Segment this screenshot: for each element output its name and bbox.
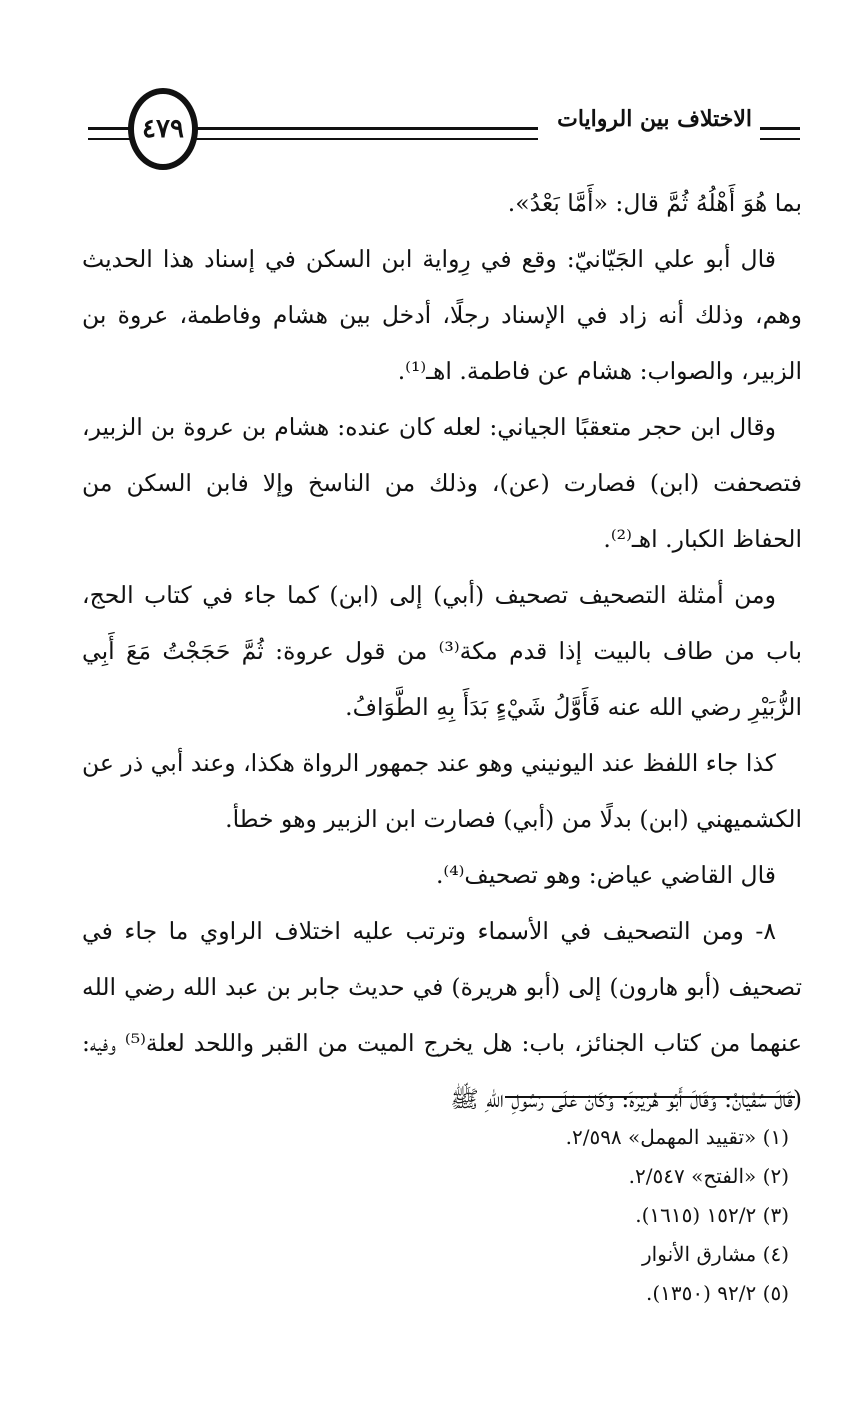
header-rule-right [760,127,800,140]
footnotes [89,1118,789,1313]
footnote: (٤) مشارق الأنوار [642,1242,789,1266]
paragraph: ٨- ومن التصحيف في الأسماء وترتب عليه اختلاف الراوي ما جاء في تصحيف (أبو هارون) إلى (أبو هريرة) في حديث جابر بن عبد الله رضي الله عنهما من كتاب الجنائز، باب: هل يخرج الميت من القبر واللحد لعلة⁽⁵⁾ وفيه: (قَالَ سُفْيَانُ: وَقَالَ أَبُو هُرَيْرَةَ: وَكَانَ عَلَى رَسُولِ اللهِ ﷺ [82,917,802,1113]
footnote: (٣) ١٥٢/٢ (١٦١٥). [635,1203,789,1227]
running-title: الاختلاف بين الروايات [557,106,752,132]
paragraph: ومن أمثلة التصحيف تصحيف (أبي) إلى (ابن) كما جاء في كتاب الحج، باب من طاف بالبيت إذا قدم مكة⁽³⁾ من قول عروة: ثُمَّ حَجَجْتُ مَعَ أَبِي الزُّبَيْرِ رضي الله عنه فَأَوَّلُ شَيْءٍ بَدَأَ بِهِ الطَّوَافُ. [82,581,802,721]
paragraph: قال القاضي عياض: وهو تصحيف⁽⁴⁾. [435,861,776,889]
paragraph: كذا جاء اللفظ عند اليونيني وهو عند جمهور الرواة هكذا، وعند أبي ذر عن الكشميهني (ابن) بدلًا من (أبي) فصارت ابن الزبير وهو خطأ. [82,749,802,833]
running-header [70,78,800,178]
footnote: (٢) «الفتح» ٢/٥٤٧. [628,1164,789,1188]
footnote: (٥) ٩٢/٢ (١٣٥٠). [645,1281,789,1305]
main-text [82,175,802,1127]
paragraph: بما هُوَ أَهْلُهُ ثُمَّ قال: «أَمَّا بَعْدُ». [507,189,802,217]
paragraph: وقال ابن حجر متعقبًا الجياني: لعله كان عنده: هشام بن عروة بن الزبير، فتصحفت (ابن) فصارت (عن)، وذلك من الناسخ وإلا فابن السكن من الحفاظ الكبار. اهـ⁽²⁾. [82,413,802,553]
header-rule-middle [190,127,538,140]
paragraph: قال أبو علي الجَيّانيّ: وقع في رِواية ابن السكن في إسناد هذا الحديث وهم، وذلك أنه زاد في الإسناد رجلًا، أدخل بين هشام وفاطمة، عروة بن الزبير، والصواب: هشام عن فاطمة. اهـ⁽¹⁾. [82,245,802,385]
footnote: (١) «تقييد المهمل» ٢/٥٩٨. [565,1125,789,1149]
footnote-separator [505,1096,795,1098]
page-number: ٤٧٩ [128,88,198,170]
